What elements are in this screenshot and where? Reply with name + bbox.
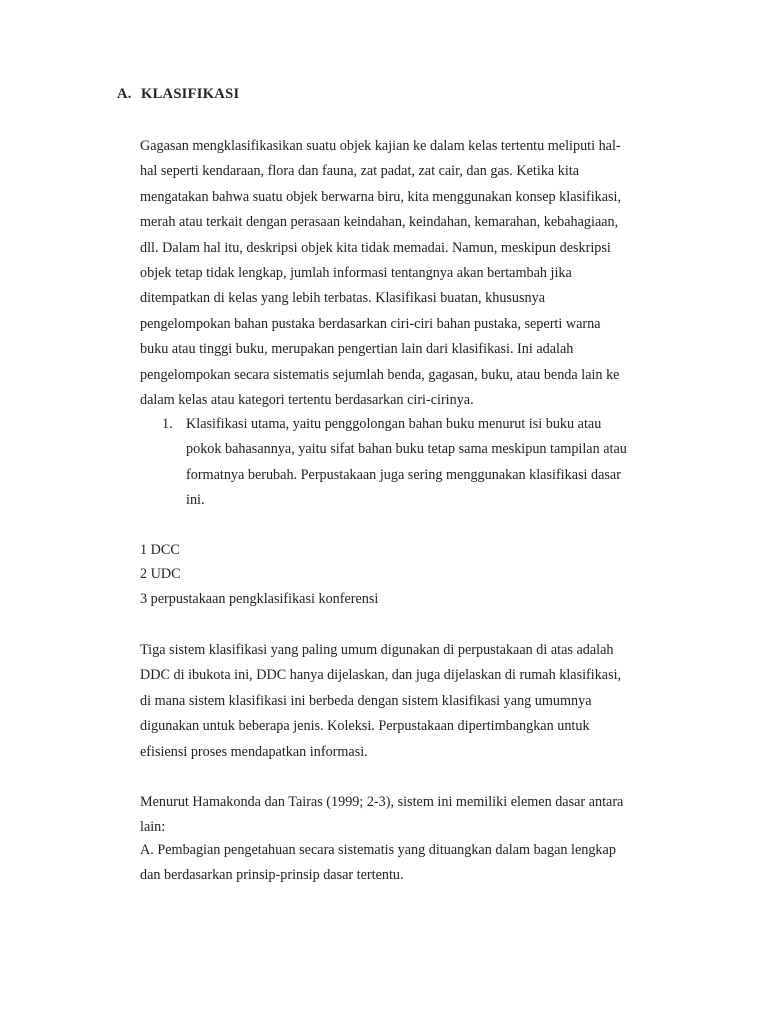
paragraph-line: dalam kelas atau kategori tertentu berdasarkan ciri-cirinya. [140,391,474,408]
paragraph-line: pengelompokan bahan pustaka berdasarkan ciri-ciri bahan pustaka, seperti warna [140,315,601,332]
intro-paragraph [140,134,680,413]
paragraph-line: objek tetap tidak lengkap, jumlah informasi tentangnya akan bertambah jika [140,264,572,281]
list-item-line: ini. [186,492,205,509]
list-item-line: Klasifikasi utama, yaitu penggolongan bahan buku menurut isi buku atau [186,416,602,432]
paragraph-line: pengelompokan secara sistematis sejumlah benda, gagasan, buku, atau benda lain ke [140,366,620,383]
elements-paragraph [140,790,680,841]
paragraph-line: digunakan untuk beberapa jenis. Koleksi. Perpustakaan dipertimbangkan untuk [140,718,590,735]
paragraph-line: merah atau terkait dengan perasaan keindahan, keindahan, kemarahan, kebahagiaan, [140,214,619,231]
system-item: 1 DCC [140,542,180,558]
paragraph-line: lain: [140,819,166,836]
system-item: 3 perpustakaan pengklasifikasi konferensi [140,591,379,607]
list-item-number: 1. [162,416,173,432]
paragraph-line: Menurut Hamakonda dan Tairas (1999; 2-3), sistem ini memiliki elemen dasar antara [140,794,624,810]
paragraph-line: DDC di ibukota ini, DDC hanya dijelaskan, dan juga dijelaskan di rumah klasifikasi, [140,667,622,684]
paragraph-line: A. Pembagian pengetahuan secara sistematis yang dituangkan dalam bagan lengkap [140,842,616,858]
paragraph-line: ditempatkan di kelas yang lebih terbatas. Klasifikasi buatan, khususnya [140,290,546,307]
paragraph-line: mengatakan bahwa suatu objek berwarna biru, kita menggunakan konsep klasifikasi, [140,188,622,205]
paragraph-line: Gagasan mengklasifikasikan suatu objek kajian ke dalam kelas tertentu meliputi hal- [140,138,621,154]
section-heading [117,86,239,103]
system-item: 2 UDC [140,566,181,582]
systems-paragraph [140,638,680,765]
section-number: A. [117,86,132,102]
list-item-text [186,412,627,514]
list-item-line: pokok bahasannya, yaitu sifat bahan buku tetap sama meskipun tampilan atau [186,441,627,458]
paragraph-line: dll. Dalam hal itu, deskripsi objek kita tidak memadai. Namun, meskipun deskripsi [140,239,611,256]
element-a-paragraph [140,838,680,889]
paragraph-line: buku atau tinggi buku, merupakan pengertian lain dari klasifikasi. Ini adalah [140,341,574,358]
paragraph-line: Tiga sistem klasifikasi yang paling umum digunakan di perpustakaan di atas adalah [140,642,614,658]
paragraph-line: hal seperti kendaraan, flora dan fauna, zat padat, zat cair, dan gas. Ketika kita [140,163,580,180]
list-item-line: formatnya berubah. Perpustakaan juga sering menggunakan klasifikasi dasar [186,466,621,483]
paragraph-line: di mana sistem klasifikasi ini berbeda dengan sistem klasifikasi yang umumnya [140,692,592,709]
section-title: KLASIFIKASI [141,86,240,102]
paragraph-line: efisiensi proses mendapatkan informasi. [140,743,368,760]
paragraph-line: dan berdasarkan prinsip-prinsip dasar tertentu. [140,867,404,884]
